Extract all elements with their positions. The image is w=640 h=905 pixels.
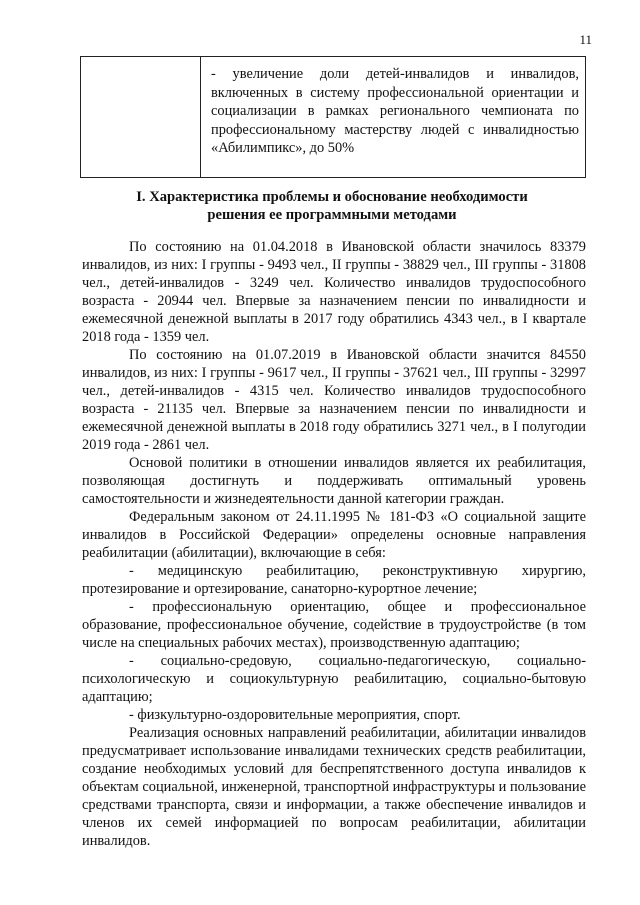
paragraph-2: По состоянию на 01.07.2019 в Ивановской области значится 84550 инвалидов, из них: I группы - 9617 чел., II группы - 37621 чел., III группы - 32997 чел., детей-инвалидов - 4315 чел. Количество инвалидов трудоспособного возраста - 21135 чел. Впервые за назначением пенсии по инвалидности и ежемесячной денежной выплаты в 2018 году обратились 3271 чел., в I полугодии 2019 года - 2861 чел. xyxy=(82,347,586,453)
table-left-cell xyxy=(81,57,201,178)
section-heading-line-2: решения ее программными методами xyxy=(207,207,457,223)
table-right-cell: - увеличение доли детей-инвалидов и инвалидов, включенных в систему профессиональной ориентации и социализации в рамках регионального чемпионата по профессиональному мастерству людей с инвалидностью «Абилимпикс», до 50% xyxy=(201,57,586,178)
list-item: - профессиональную ориентацию, общее и профессиональное образование, профессиональное обучение, содействие в трудоустройстве (в том числе на специальных рабочих местах), производственную адаптацию; xyxy=(82,599,586,651)
continuation-table xyxy=(80,56,586,178)
section-heading-line-1: I. Характеристика проблемы и обоснование необходимости xyxy=(136,189,528,205)
page-number: 11 xyxy=(579,32,592,47)
list-item: - социально-средовую, социально-педагогическую, социально-психологическую и социокультурную реабилитацию, социально-бытовую адаптацию; xyxy=(82,653,586,705)
body-text xyxy=(82,238,586,850)
list-item: - физкультурно-оздоровительные мероприятия, спорт. xyxy=(129,707,461,723)
paragraph-3: Основой политики в отношении инвалидов является их реабилитация, позволяющая достигнуть и поддерживать оптимальный уровень самостоятельности и жизнедеятельности данной категории граждан. xyxy=(82,455,586,507)
closing-paragraph: Реализация основных направлений реабилитации, абилитации инвалидов предусматривает использование инвалидами технических средств реабилитации, создание необходимых условий для беспрепятственного доступа инвалидов к объектам социальной, инженерной, транспортной инфраструктуры и пользование средствами транспорта, связи и информации, а также обеспечение инвалидов и членов их семей информацией по вопросам реабилитации, абилитации инвалидов. xyxy=(82,725,586,849)
table-row xyxy=(81,57,586,178)
list-item: - медицинскую реабилитацию, реконструктивную хирургию, протезирование и ортезирование, санаторно-курортное лечение; xyxy=(82,563,586,597)
section-heading xyxy=(82,188,582,224)
paragraph-4: Федеральным законом от 24.11.1995 № 181-ФЗ «О социальной защите инвалидов в Российской Федерации» определены основные направления реабилитации (абилитации), включающие в себя: xyxy=(82,509,586,561)
paragraph-1: По состоянию на 01.04.2018 в Ивановской области значилось 83379 инвалидов, из них: I группы - 9493 чел., II группы - 38829 чел., III группы - 31808 чел., детей-инвалидов - 3249 чел. Количество инвалидов трудоспособного возраста - 20944 чел. Впервые за назначением пенсии по инвалидности и ежемесячной денежной выплаты в 2017 году обратились 4343 чел., в I квартале 2018 года - 1359 чел. xyxy=(82,239,586,345)
